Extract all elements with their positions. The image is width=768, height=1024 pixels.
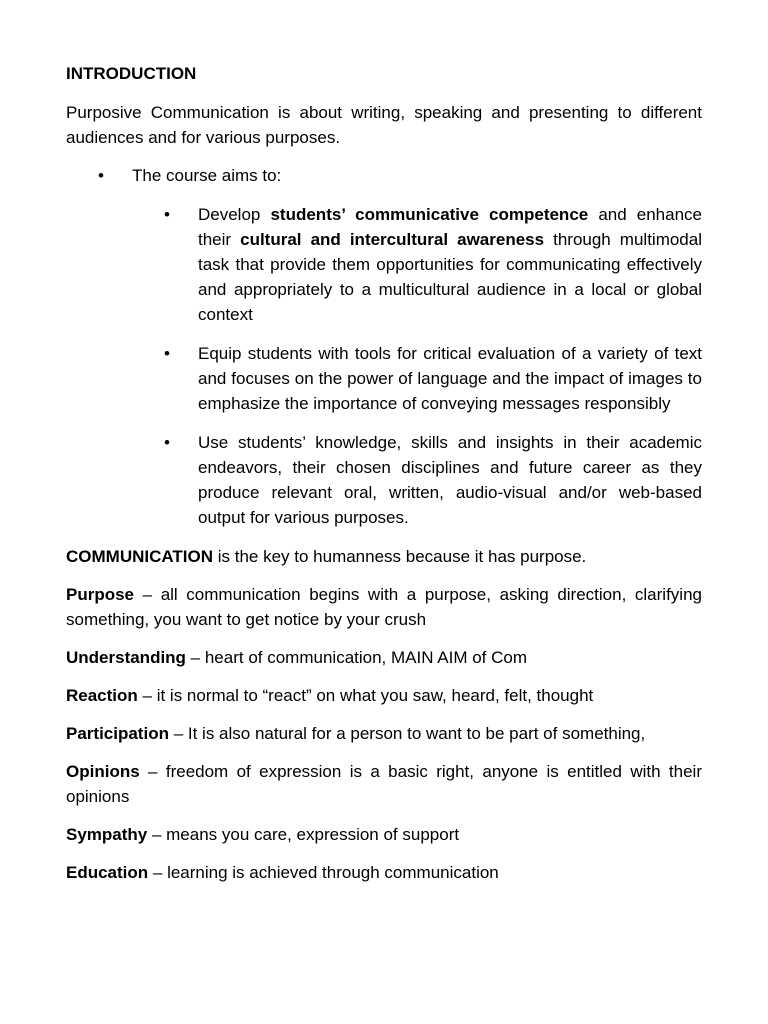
communication-statement (66, 544, 702, 569)
term-participation (66, 721, 702, 746)
aim-bold-phrase: students’ communicative competence (270, 205, 589, 224)
bullet-icon: • (98, 166, 104, 185)
term-label: Reaction (66, 686, 138, 705)
term-label: Education (66, 863, 149, 882)
term-label: Understanding (66, 648, 186, 667)
term-education (66, 860, 702, 885)
aim-text: and enhance their (198, 205, 702, 249)
aim-text: Develop (198, 205, 271, 224)
course-aims-label: The course aims to: (132, 166, 282, 185)
aim-text: Use students’ knowledge, skills and insights in their academic endeavors, their chosen disciplines and future career as they produce relevant oral, written, audio-visual and/or web-based output for various purposes. (198, 433, 702, 527)
term-definition: – freedom of expression is a basic right, anyone is entitled with their opinions (66, 762, 702, 806)
term-purpose (66, 582, 702, 632)
term-label: Sympathy (66, 825, 148, 844)
course-aims-item (66, 163, 702, 188)
term-sympathy (66, 822, 702, 847)
term-label: Opinions (66, 762, 140, 781)
term-reaction (66, 683, 702, 708)
aim-text: through multimodal task that provide them opportunities for communicating effectively and appropriately to a multicultural audience in a local or global context (198, 230, 702, 324)
term-label: Purpose (66, 585, 135, 604)
aim-item-competence (66, 202, 702, 327)
aim-text: Equip students with tools for critical evaluation of a variety of text and focuses on the power of language and the impact of images to emphasize the importance of conveying messages responsibly (198, 344, 702, 413)
bullet-icon: • (164, 433, 170, 452)
term-label: COMMUNICATION (66, 547, 213, 566)
aim-bold-phrase: cultural and intercultural awareness (240, 230, 545, 249)
term-definition: – all communication begins with a purpose, asking direction, clarifying something, you want to get notice by your crush (66, 585, 702, 629)
section-heading: INTRODUCTION (66, 64, 197, 83)
term-definition: – learning is achieved through communication (148, 863, 499, 882)
term-definition: – It is also natural for a person to want to be part of something, (168, 724, 646, 743)
term-definition: – heart of communication, MAIN AIM of Com (185, 648, 528, 667)
bullet-icon: • (164, 205, 170, 224)
term-definition: is the key to humanness because it has purpose. (213, 547, 587, 566)
aim-item-critical-evaluation (66, 341, 702, 416)
term-label: Participation (66, 724, 169, 743)
document-page (66, 62, 702, 898)
term-understanding (66, 645, 702, 670)
term-opinions (66, 759, 702, 809)
aim-item-knowledge-skills (66, 430, 702, 530)
intro-paragraph: Purposive Communication is about writing, speaking and presenting to different audiences and for various purposes. (66, 103, 702, 147)
term-definition: – it is normal to “react” on what you saw, heard, felt, thought (137, 686, 594, 705)
term-definition: – means you care, expression of support (147, 825, 460, 844)
bullet-icon: • (164, 344, 170, 363)
